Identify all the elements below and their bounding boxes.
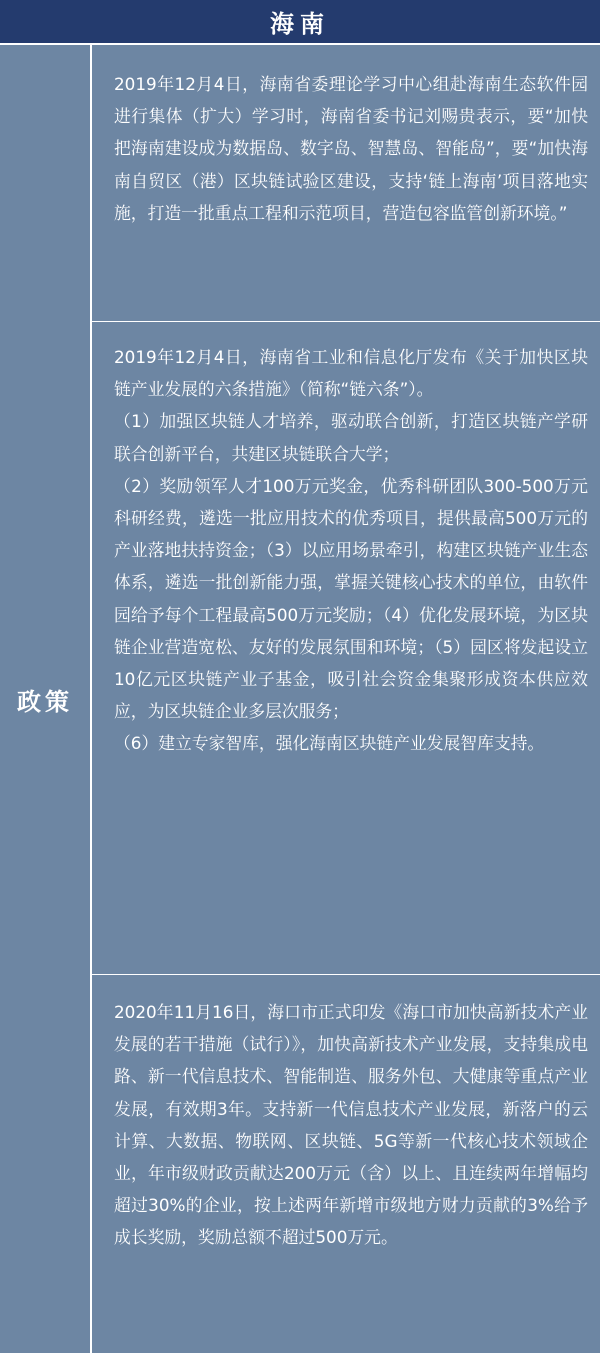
policy-cell-3-text: 2020年11月16日，海口市正式印发《海口市加快高新技术产业发展的若干措施（试行）》，加快高新技术产业发展，支持集成电路、新一代信息技术、智能制造、服务外包、大健康等重点产业发展，有效期3年。支持新一代信息技术产业发展，新落户的云计算、大数据、物联网、区块链、5G等新一代核心技术领域企业，年市级财政贡献达200万元（含）以上、且连续两年增幅均超过30%的企业，按上述两年新增市级地方财力贡献的3%给予成长奖励，奖励总额不超过500万元。 — [114, 1002, 588, 1248]
policy-cell-2-item-1: （1）加强区块链人才培养，驱动联合创新，打造区块链产学研联合创新平台，共建区块链联合大学； — [114, 411, 588, 464]
policy-cell-3 — [92, 975, 600, 1353]
table-header-hainan: 海南 — [0, 0, 600, 45]
policy-cell-1-text: 2019年12月4日，海南省委理论学习中心组赴海南生态软件园进行集体（扩大）学习时，海南省委书记刘赐贵表示，要“加快把海南建设成为数据岛、数字岛、智慧岛、智能岛”，要“加快海南自贸区（港）区块链试验区建设，支持‘链上海南’项目落地实施，打造一批重点工程和示范项目，营造包容监管创新环境。” — [114, 74, 588, 223]
row-label-policy: 政策 — [0, 45, 92, 1353]
policy-cell-2-item-6: （6）建立专家智库，强化海南区块链产业发展智库支持。 — [114, 733, 545, 754]
policy-cell-2-intro: 2019年12月4日，海南省工业和信息化厅发布《关于加快区块链产业发展的六条措施》（简称“链六条”）。 — [114, 347, 588, 400]
policy-cell-1 — [92, 45, 600, 322]
policy-cell-2-items-2-5: （2）奖励领军人才100万元奖金，优秀科研团队300-500万元科研经费，遴选一批应用技术的优秀项目，提供最高500万元的产业落地扶持资金；（3）以应用场景牵引，构建区块链产业生态体系，遴选一批创新能力强，掌握关键核心技术的单位，由软件园给予每个工程最高500万元奖励；（4）优化发展环境，为区块链企业营造宽松、友好的发展氛围和环境；（5）园区将发起设立10亿元区块链产业子基金，吸引社会资金集聚形成资本供应效应，为区块链企业多层次服务； — [114, 475, 588, 722]
policy-cell-2 — [92, 322, 600, 975]
